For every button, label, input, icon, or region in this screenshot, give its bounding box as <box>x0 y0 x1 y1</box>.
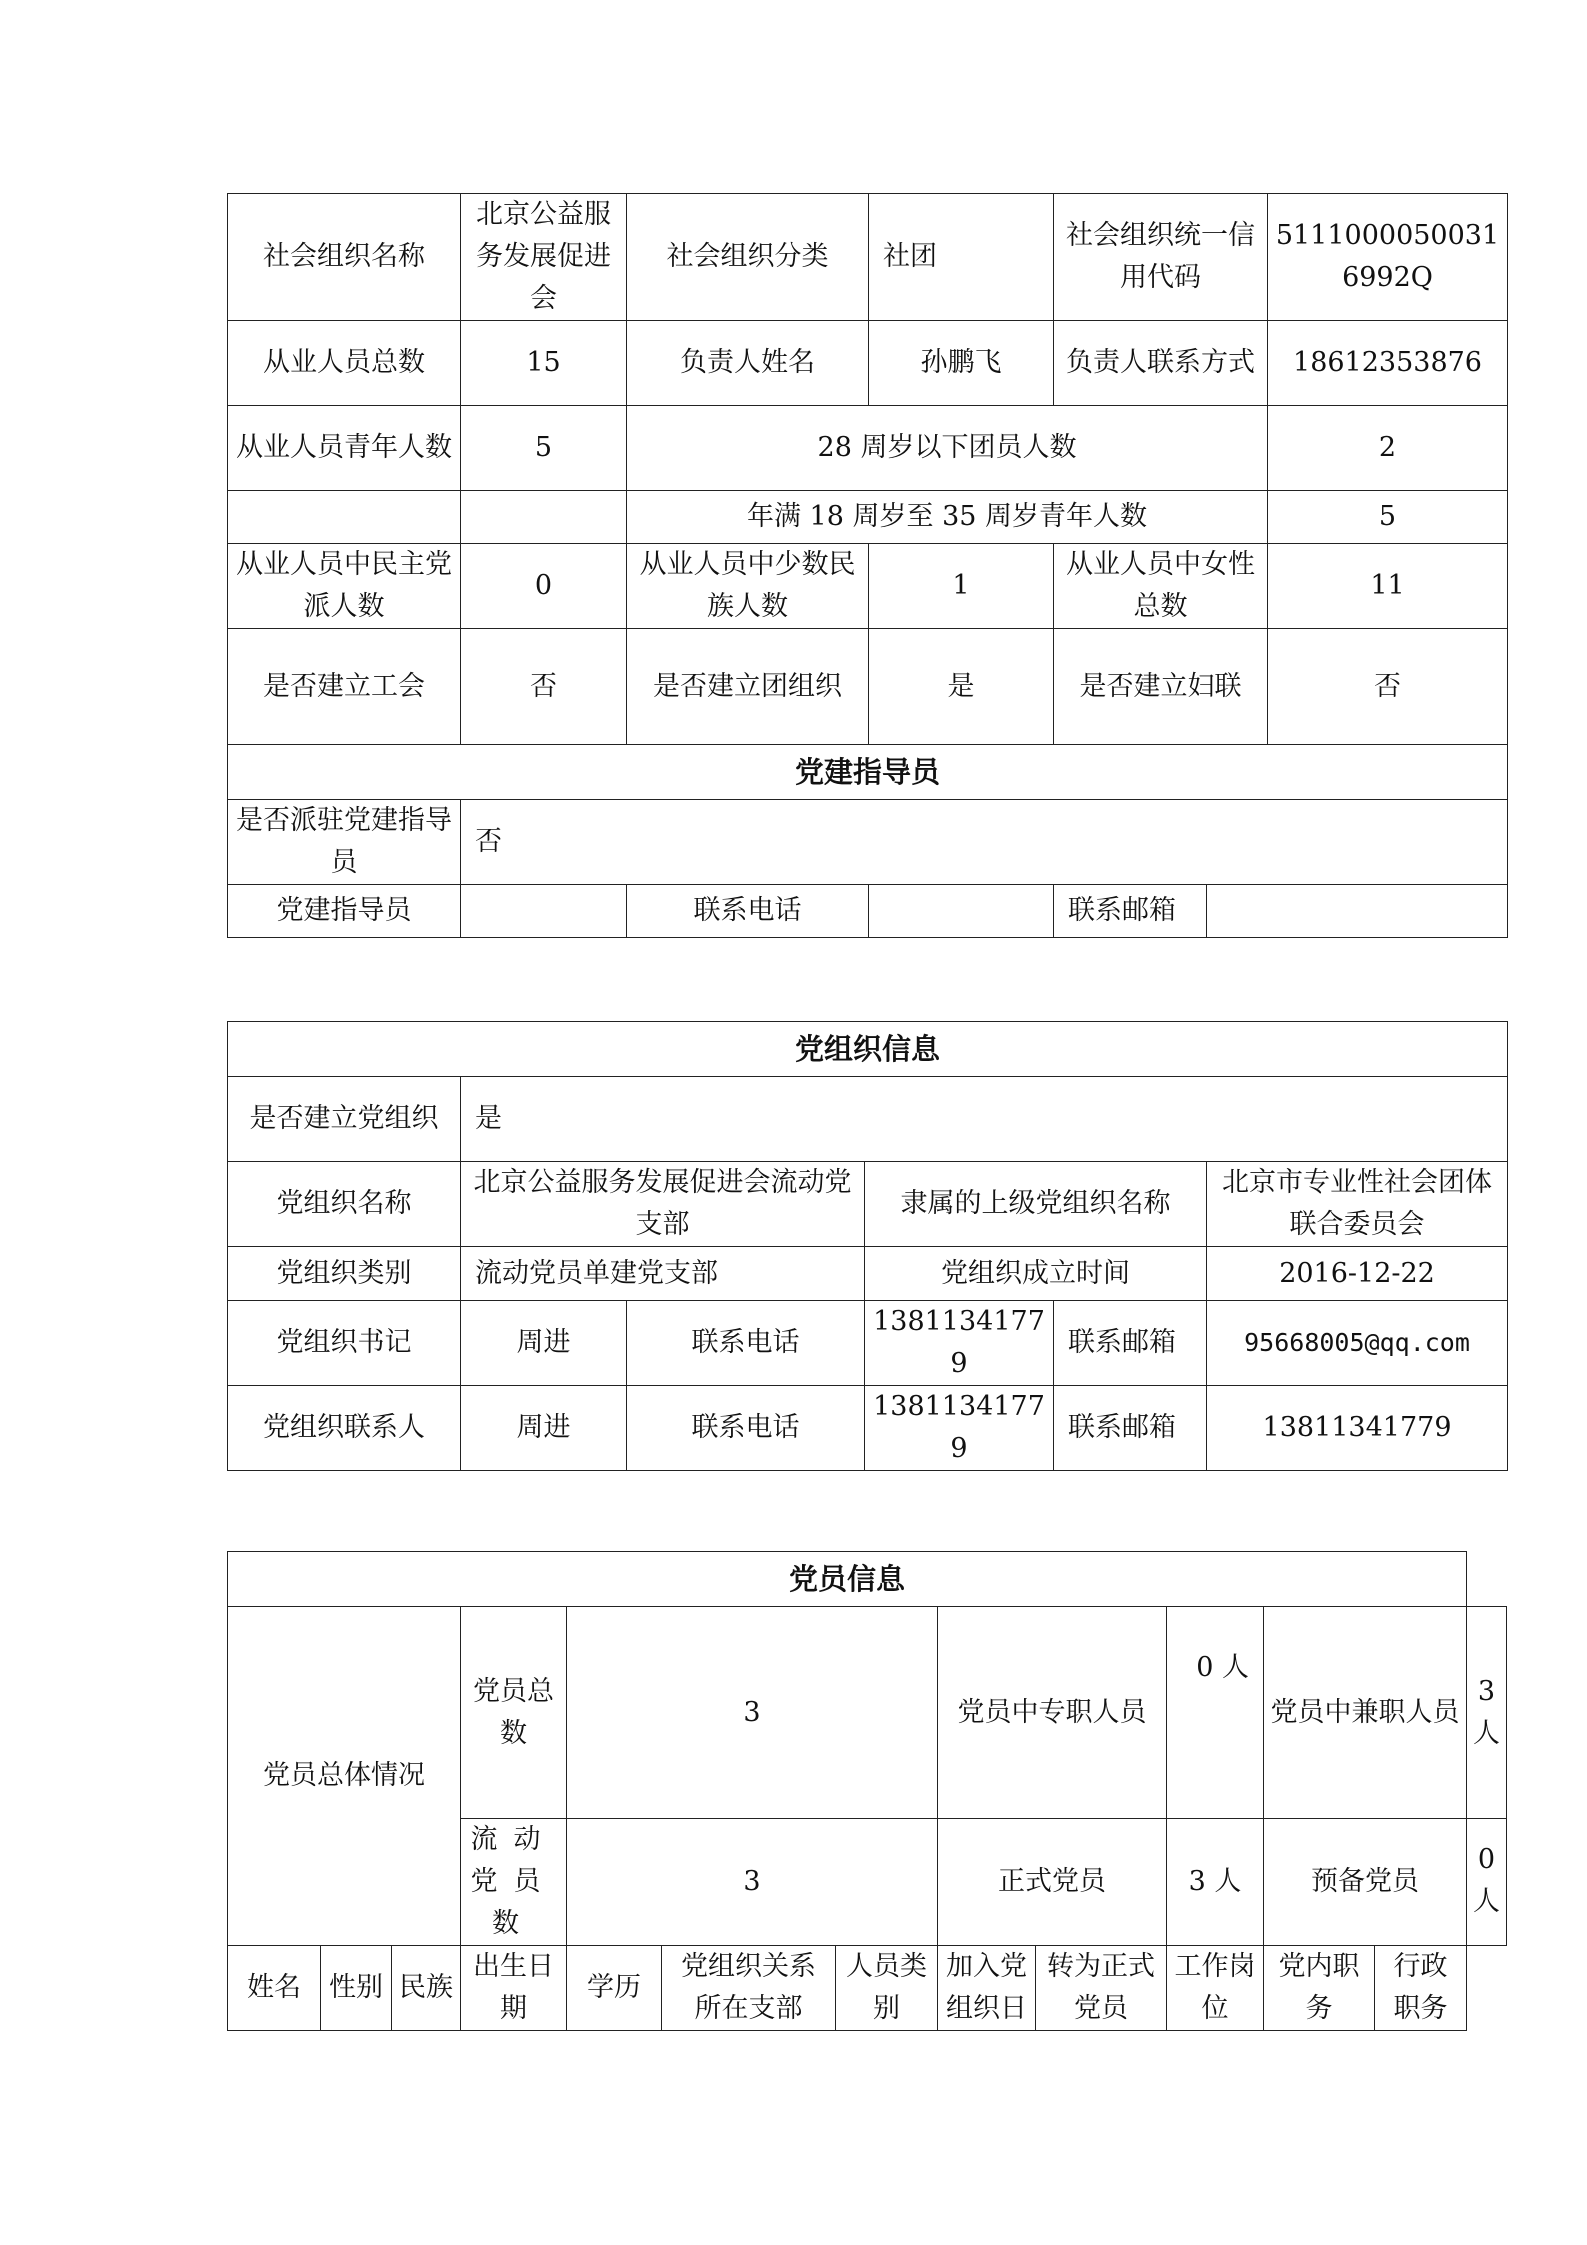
secretary-label: 党组织书记 <box>228 1301 461 1386</box>
col-name: 姓名 <box>228 1946 321 2031</box>
contact-phone-value: 13811341779 <box>865 1386 1054 1471</box>
col-ethnicity: 民族 <box>392 1946 461 2031</box>
youth-staff-value: 5 <box>461 406 627 491</box>
union-label: 是否建立工会 <box>228 629 461 745</box>
floating-label: 流动党员数 <box>461 1819 567 1946</box>
fulltime-value: 0 人 <box>1167 1607 1264 1819</box>
org-name-value: 北京公益服务发展促进会 <box>461 194 627 321</box>
secretary-phone-label: 联系电话 <box>627 1301 865 1386</box>
women-fed-value: 否 <box>1268 629 1508 745</box>
ethnic-minority-value: 1 <box>869 544 1054 629</box>
leader-contact-label: 负责人联系方式 <box>1054 321 1268 406</box>
org-info-table <box>227 193 1508 938</box>
instructor-assigned-label: 是否派驻党建指导员 <box>228 800 461 885</box>
instructor-phone-label: 联系电话 <box>627 885 869 938</box>
party-org-table <box>227 1021 1508 1471</box>
col-join-date: 加入党组织日 <box>938 1946 1036 2031</box>
parttime-value: 3 人 <box>1467 1607 1507 1819</box>
party-parent-value: 北京市专业性社会团体联合委员会 <box>1207 1162 1508 1247</box>
party-type-label: 党组织类别 <box>228 1247 461 1301</box>
age-18-35-blank-2 <box>461 491 627 544</box>
contact-email-label: 联系邮箱 <box>1054 1386 1207 1471</box>
democratic-party-value: 0 <box>461 544 627 629</box>
org-category-value: 社团 <box>869 194 1054 321</box>
formal-label: 正式党员 <box>938 1819 1167 1946</box>
instructor-label: 党建指导员 <box>228 885 461 938</box>
col-branch: 党组织关系所在支部 <box>662 1946 836 2031</box>
col-gender: 性别 <box>321 1946 392 2031</box>
secretary-email-label: 联系邮箱 <box>1054 1301 1207 1386</box>
credit-code-label: 社会组织统一信用代码 <box>1054 194 1268 321</box>
probationary-value: 0 人 <box>1467 1819 1507 1946</box>
col-personnel-type: 人员类别 <box>836 1946 938 2031</box>
union-value: 否 <box>461 629 627 745</box>
leader-name-label: 负责人姓名 <box>627 321 869 406</box>
col-formal-date: 转为正式党员 <box>1036 1946 1167 2031</box>
women-fed-label: 是否建立妇联 <box>1054 629 1268 745</box>
party-parent-label: 隶属的上级党组织名称 <box>865 1162 1207 1247</box>
female-label: 从业人员中女性总数 <box>1054 544 1268 629</box>
staff-total-label: 从业人员总数 <box>228 321 461 406</box>
total-label: 党员总数 <box>461 1607 567 1819</box>
democratic-party-label: 从业人员中民主党派人数 <box>228 544 461 629</box>
party-founded-label: 党组织成立时间 <box>865 1247 1207 1301</box>
league-org-label: 是否建立团组织 <box>627 629 869 745</box>
formal-value: 3 人 <box>1167 1819 1264 1946</box>
league-org-value: 是 <box>869 629 1054 745</box>
parttime-label: 党员中兼职人员 <box>1264 1607 1467 1819</box>
instructor-phone-value <box>869 885 1054 938</box>
staff-total-value: 15 <box>461 321 627 406</box>
secretary-value: 周进 <box>461 1301 627 1386</box>
total-value: 3 <box>567 1607 938 1819</box>
col-birthdate: 出生日期 <box>461 1946 567 2031</box>
party-name-value: 北京公益服务发展促进会流动党支部 <box>461 1162 865 1247</box>
age-18-35-blank <box>228 491 461 544</box>
secretary-email-value: 95668005@qq.com <box>1207 1301 1508 1386</box>
leader-name-value: 孙鹏飞 <box>869 321 1054 406</box>
instructor-assigned-value: 否 <box>461 800 1508 885</box>
party-name-label: 党组织名称 <box>228 1162 461 1247</box>
overall-label: 党员总体情况 <box>228 1607 461 1946</box>
contact-value: 周进 <box>461 1386 627 1471</box>
org-name-label: 社会组织名称 <box>228 194 461 321</box>
female-value: 11 <box>1268 544 1508 629</box>
contact-email-value: 13811341779 <box>1207 1386 1508 1471</box>
members-section-title: 党员信息 <box>228 1552 1467 1607</box>
instructor-value <box>461 885 627 938</box>
league-under28-label: 28 周岁以下团员人数 <box>627 406 1268 491</box>
credit-code-value: 51110000500316992Q <box>1268 194 1508 321</box>
party-established-label: 是否建立党组织 <box>228 1077 461 1162</box>
age-18-35-value: 5 <box>1268 491 1508 544</box>
col-party-post: 党内职务 <box>1264 1946 1375 2031</box>
leader-contact-value: 18612353876 <box>1268 321 1508 406</box>
fulltime-label: 党员中专职人员 <box>938 1607 1167 1819</box>
party-established-value: 是 <box>461 1077 1508 1162</box>
instructor-email-label: 联系邮箱 <box>1054 885 1207 938</box>
age-18-35-label: 年满 18 周岁至 35 周岁青年人数 <box>627 491 1268 544</box>
ethnic-minority-label: 从业人员中少数民族人数 <box>627 544 869 629</box>
contact-label: 党组织联系人 <box>228 1386 461 1471</box>
org-category-label: 社会组织分类 <box>627 194 869 321</box>
floating-value: 3 <box>567 1819 938 1946</box>
party-org-section-title: 党组织信息 <box>228 1022 1508 1077</box>
col-admin-post: 行政职务 <box>1375 1946 1467 2031</box>
probationary-label: 预备党员 <box>1264 1819 1467 1946</box>
members-table <box>227 1551 1507 2031</box>
instructor-section-title: 党建指导员 <box>228 745 1508 800</box>
contact-phone-label: 联系电话 <box>627 1386 865 1471</box>
party-founded-value: 2016-12-22 <box>1207 1247 1508 1301</box>
youth-staff-label: 从业人员青年人数 <box>228 406 461 491</box>
secretary-phone-value: 13811341779 <box>865 1301 1054 1386</box>
col-job-position: 工作岗位 <box>1167 1946 1264 2031</box>
party-type-value: 流动党员单建党支部 <box>461 1247 865 1301</box>
league-under28-value: 2 <box>1268 406 1508 491</box>
col-education: 学历 <box>567 1946 662 2031</box>
instructor-email-value <box>1207 885 1508 938</box>
